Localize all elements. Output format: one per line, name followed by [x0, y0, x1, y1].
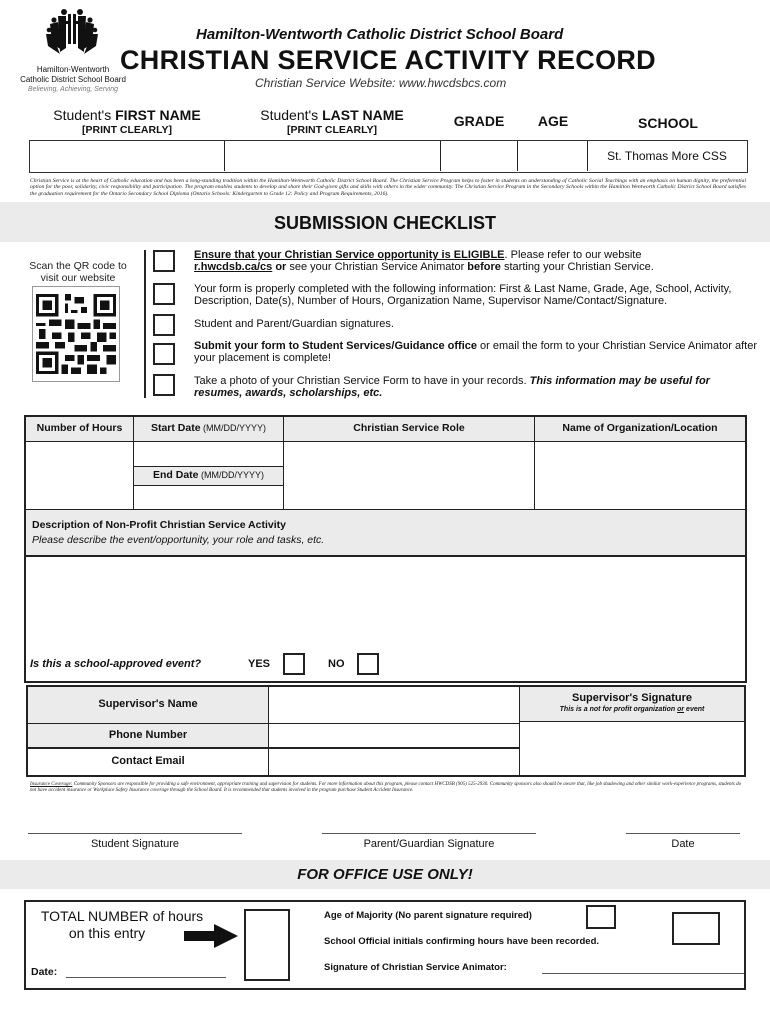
start-date-field[interactable]	[134, 442, 284, 467]
initials-label: School Official initials confirming hours have been recorded.	[324, 936, 600, 947]
hours-header: Number of Hours	[26, 417, 134, 442]
refer-text: . Please refer to our website	[504, 249, 642, 261]
office-date-text: Date:	[31, 966, 58, 978]
checklist-item-eligible	[194, 249, 760, 273]
checklist-item-completed: Your form is properly completed with the following information: First & Last Name, Grade, Age, School, Activity, Description, Date(s), Number of Hours, Organization Name, Supervisor Name/Contact/Signature.	[194, 283, 732, 307]
first-name-header	[30, 107, 224, 136]
page-title: CHRISTIAN SERVICE ACTIVITY RECORD	[120, 45, 656, 75]
age-label: AGE	[537, 113, 569, 129]
office-date-line[interactable]	[66, 977, 226, 978]
signature-note-post: event	[684, 706, 705, 713]
grade-field[interactable]	[441, 141, 518, 171]
qr-caption: Scan the QR code to visit our website	[29, 260, 127, 284]
qr-code-icon	[36, 292, 116, 376]
end-date-format: (MM/DD/YYYY)	[198, 470, 265, 480]
first-name-label-bold: FIRST NAME	[115, 107, 201, 123]
org-header: Name of Organization/Location	[535, 417, 745, 442]
last-name-label-bold: LAST NAME	[322, 107, 404, 123]
starting-text: starting your Christian Service.	[500, 261, 654, 273]
end-date-label: End Date	[152, 469, 199, 481]
student-signature-line[interactable]	[28, 833, 242, 834]
qr-code[interactable]	[32, 286, 120, 382]
supervisor-signature-field[interactable]	[520, 722, 744, 775]
school-field[interactable]: St. Thomas More CSS	[588, 141, 746, 171]
logo-name-line2: Catholic District School Board	[20, 75, 126, 84]
parent-signature-label: Parent/Guardian Signature	[363, 838, 495, 850]
phone-label: Phone Number	[28, 724, 269, 749]
checklist-item-signatures: Student and Parent/Guardian signatures.	[194, 318, 394, 330]
no-label: NO	[328, 658, 345, 670]
start-date-format: (MM/DD/YYYY)	[200, 423, 267, 433]
board-logo-icon	[44, 8, 100, 58]
start-date-header	[134, 417, 284, 442]
approval-question: Is this a school-approved event?	[30, 658, 202, 670]
supervisor-name-label: Supervisor's Name	[28, 687, 269, 724]
yes-checkbox[interactable]	[283, 653, 305, 675]
no-checkbox[interactable]	[357, 653, 379, 675]
logo-tagline: Believing, Achieving, Serving	[27, 86, 118, 93]
animator-text: see your Christian Service Animator	[286, 261, 468, 273]
insurance-text	[30, 782, 746, 794]
checklist-checkbox-submit[interactable]	[153, 343, 175, 365]
supervisor-table	[26, 685, 746, 777]
date-signature-label: Date	[671, 838, 695, 850]
checklist-checkbox-signatures[interactable]	[153, 314, 175, 336]
board-name: Hamilton-Wentworth Catholic District School Board	[196, 26, 564, 43]
email-field[interactable]	[269, 749, 520, 775]
description-hint: Please describe the event/opportunity, your role and tasks, etc.	[32, 534, 325, 546]
logo	[8, 8, 138, 98]
checklist-item-photo	[194, 375, 760, 399]
end-date-field[interactable]	[134, 486, 284, 510]
student-info-row	[29, 140, 748, 173]
description-label: Description of Non-Profit Christian Service Activity	[32, 519, 286, 531]
yes-label: YES	[248, 658, 271, 670]
animator-signature-label: Signature of Christian Service Animator:	[324, 962, 507, 973]
grade-label: GRADE	[453, 113, 505, 129]
first-name-label-pre: Student's	[53, 107, 116, 123]
logo-name-line1: Hamilton-Wentworth	[36, 65, 110, 74]
signature-note-or: or	[677, 706, 685, 713]
end-date-header	[134, 467, 284, 486]
checklist-title: SUBMISSION CHECKLIST	[0, 202, 770, 242]
activity-table	[24, 415, 747, 683]
role-header: Christian Service Role	[284, 417, 535, 442]
total-line1: TOTAL NUMBER of hours	[40, 908, 204, 924]
org-field[interactable]	[535, 442, 745, 510]
age-field[interactable]	[518, 141, 588, 171]
initials-box[interactable]	[672, 912, 720, 945]
age-majority-label: Age of Majority (No parent signature required)	[324, 910, 532, 921]
submit-bold-text: Submit your form to Student Services/Guidance office	[194, 340, 477, 352]
checklist-checkbox-completed[interactable]	[153, 283, 175, 305]
arrow-right-icon	[182, 924, 240, 948]
intro-text: Christian Service is at the heart of Catholic education and has been a long-standing tradition within the Hamilton-Wentworth Catholic District School Board. The Christian Service Program helps to foster in students an understanding of Catholic Social Teachings with an emphasis on human dignity, the preferential option for the poor, solidarity, civic responsibility and participation. The program enables students to develop and share their God-given gifts and skills with others in the wider community. The Christian Service Program in the Secondary Schools within the Hamilton Wentworth Catholic District School Board satisfies the graduation requirement for the Ontario Secondary School Diploma (Ontario Schools: Kindergarten to Grade 12: Policy and Program Requirements, 2016).	[30, 178, 746, 197]
role-field[interactable]	[284, 442, 535, 510]
animator-signature-line[interactable]	[542, 973, 744, 974]
date-signature-line[interactable]	[626, 833, 740, 834]
first-name-sub: [PRINT CLEARLY]	[81, 124, 173, 136]
office-title: FOR OFFICE USE ONLY!	[0, 860, 770, 889]
insurance-body: Community Sponsors are responsible for providing a safe environment, appropriate training and supervision for students. For more information about this program, please contact HWCDSB (905) 525-2930. Community sponsors also should be aware that, like job shadowing and other similar work-experience programs, students do not have accident insurance or Workplace Safety Insurance coverage through the School Board. It is recommended that students involved in the program purchase Student Accident Insurance.	[30, 782, 742, 793]
parent-signature-line[interactable]	[322, 833, 536, 834]
submit-text: or email the form to your Christian Service Animator after your placement is complete!	[194, 340, 757, 364]
office-box	[24, 900, 746, 990]
checklist-divider	[144, 250, 146, 398]
checklist-checkbox-eligible[interactable]	[153, 250, 175, 272]
hours-field[interactable]	[26, 442, 134, 510]
checklist-checkbox-photo[interactable]	[153, 374, 175, 396]
website-link[interactable]: r.hwcdsb.ca/cs	[194, 261, 273, 273]
or-text: or	[272, 261, 287, 273]
before-text: before	[467, 261, 501, 273]
phone-field[interactable]	[269, 724, 520, 749]
last-name-label-pre: Student's	[260, 107, 323, 123]
last-name-field[interactable]	[225, 141, 441, 171]
photo-text: Take a photo of your Christian Service Form to have in your records.	[194, 375, 530, 387]
photo-useful-text: This information may be useful for resumes, awards, scholarships, etc.	[194, 375, 710, 399]
first-name-field[interactable]	[30, 141, 225, 171]
school-label: SCHOOL	[638, 115, 698, 131]
checklist-item-submit	[194, 340, 760, 364]
eligible-text: Ensure that your Christian Service opportunity is ELIGIBLE	[194, 249, 505, 261]
total-line2: on this entry	[68, 925, 146, 941]
email-label: Contact Email	[28, 749, 269, 775]
supervisor-name-field[interactable]	[269, 687, 520, 724]
last-name-sub: [PRINT CLEARLY]	[286, 124, 378, 136]
student-signature-label: Student Signature	[90, 838, 180, 850]
signature-note-pre: This is a not for profit organization	[559, 706, 678, 713]
last-name-header	[224, 107, 440, 136]
total-hours-box[interactable]	[244, 909, 290, 981]
office-date-label	[31, 966, 57, 978]
age-majority-checkbox[interactable]	[586, 905, 616, 929]
insurance-label: Insurance Coverage:	[30, 782, 73, 787]
description-header	[26, 510, 745, 557]
website-text: Christian Service Website: www.hwcdsbcs.com	[255, 76, 507, 90]
signature-label: Supervisor's Signature	[572, 692, 692, 704]
start-date-label: Start Date	[150, 422, 201, 434]
supervisor-signature-header	[520, 687, 744, 722]
